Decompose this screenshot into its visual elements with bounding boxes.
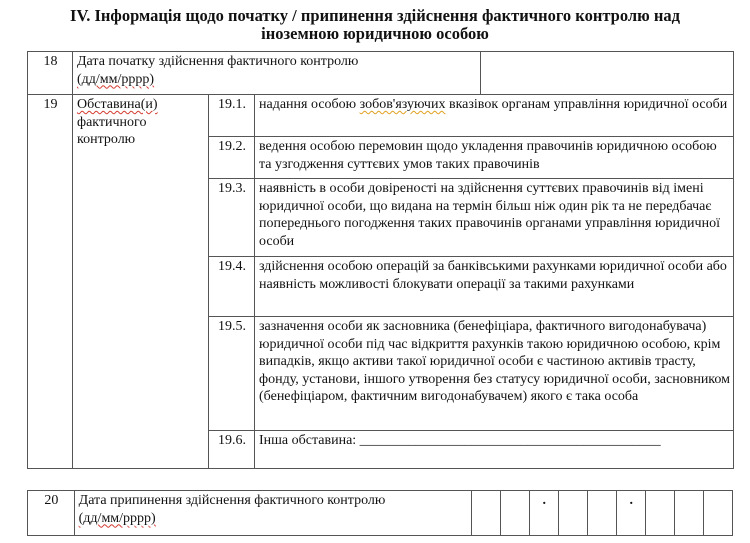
start-date-field[interactable] (481, 52, 734, 95)
item-19-2-text: ведення особою перемовин щодо укладення правочинів юридичною особою та узгодження суттєвих умов таких правочинів (255, 137, 734, 179)
item-19-4-text: здійснення особою операцій за банківськими рахунками юридичної особи або наявність можливості блокувати операції за такими рахунками (255, 257, 734, 317)
item-19-1-number: 19.1. (209, 95, 255, 137)
item-19-6-number: 19.6. (209, 431, 255, 469)
item-19-3-text: наявність в особи довіреності на здійснення суттєвих правочинів від імені юридичної особи, що видана на термін більш ніж один рік та не передбачає попереднього погодження таких правочинів органами управління юридичної особи (255, 179, 734, 257)
row-19-number: 19 (28, 95, 73, 469)
row-19-label-word: Обставина(и) (77, 97, 158, 112)
control-info-table (27, 51, 734, 469)
item-19-1-text-start: надання особою (259, 97, 360, 112)
date-format-text: (дд/мм/рррр) (78, 510, 156, 526)
section-title-line2: іноземною юридичною особою (261, 24, 489, 43)
row-20-label (74, 491, 471, 536)
date-box-year-3[interactable] (703, 491, 732, 536)
item-19-1-text (255, 95, 734, 137)
end-date-table (27, 490, 733, 536)
item-19-3-number: 19.3. (209, 179, 255, 257)
item-19-5-text: зазначення особи як засновника (бенефіціара, фактичного вигодонабувача) юридичної особи під час відкриття рахунків такою юридичною особою, крім випадків, якщо активи такої юридичної особи є частиною активів трасту, фонду, установи, іншого утворення без статусу юридичної особи, засновником (бенефіціаром, фактичним вигодонабувачем) якого є така особа (255, 317, 734, 431)
item-19-1-text-end: вказівок органам управління юридичної особи (445, 97, 728, 112)
row-18-label-text: Дата початку здійснення фактичного контролю (77, 54, 359, 69)
date-separator: . (616, 491, 645, 536)
row-18-date-format (77, 71, 477, 89)
item-19-1-flagged-word: зобов'язуючих (359, 97, 446, 112)
date-box-day-1[interactable] (471, 491, 500, 536)
row-20-number: 20 (28, 491, 75, 536)
row-19-label-rest: фактичного контролю (77, 114, 147, 147)
item-19-5-number: 19.5. (209, 317, 255, 431)
item-19-6-text[interactable]: Інша обставина: ___________________________________________ (255, 431, 734, 469)
row-18 (28, 52, 734, 95)
item-19-4-number: 19.4. (209, 257, 255, 317)
row-20-date-format (79, 510, 468, 528)
section-title (0, 7, 750, 43)
row-20 (28, 491, 733, 536)
row-19-label (73, 95, 209, 469)
date-box-year-1[interactable] (645, 491, 674, 536)
date-box-month-2[interactable] (587, 491, 616, 536)
item-19-2-number: 19.2. (209, 137, 255, 179)
row-19-1 (28, 95, 734, 137)
date-box-day-2[interactable] (500, 491, 529, 536)
row-18-number: 18 (28, 52, 73, 95)
date-box-month-1[interactable] (558, 491, 587, 536)
row-18-label (73, 52, 481, 95)
date-separator: . (529, 491, 558, 536)
row-20-label-text: Дата припинення здійснення фактичного контролю (78, 493, 386, 508)
date-format-text: (дд/мм/рррр) (77, 71, 155, 87)
date-box-year-2[interactable] (674, 491, 703, 536)
section-title-line1: IV. Інформація щодо початку / припинення здійснення фактичного контролю над (70, 6, 680, 25)
